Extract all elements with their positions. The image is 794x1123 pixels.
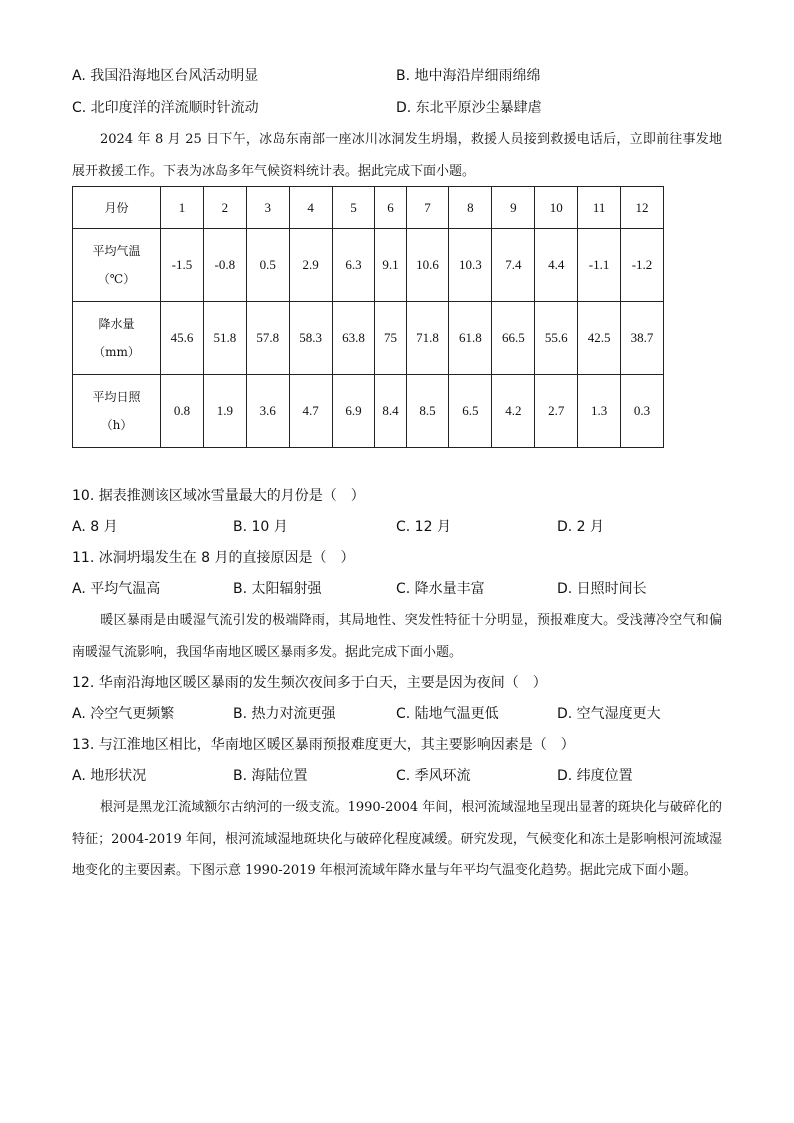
q12-option-c: C. 陆地气温更低 [396,706,499,722]
value-cell: 61.8 [449,302,492,375]
intro-text: 暖区暴雨是由暖湿气流引发的极端降雨，其局地性、突发性特征十分明显，预报难度大。受浅薄冷空气和偏南暖湿气流影响，我国华南地区暖区暴雨多发。据此完成下面小题。 [72,613,722,660]
intro-text: 根河是黑龙江流域额尔古纳河的一级支流。1990-2004 年间，根河流域湿地呈现出显著的斑块化与破碎化的特征；2004-2019 年间，根河流域湿地斑块化与破碎化程度减缓。研究发现，气候变化和冻土是影响根河流域湿地变化的主要因素。下图示意 1990-2019 年根河流域年降水量与年平均气温变化趋势。据此完成下面小题。 [72,800,722,878]
row-label-line2: （h） [100,418,133,432]
q12-option-d: D. 空气湿度更大 [557,706,661,722]
q11-option-c: C. 降水量丰富 [396,581,485,597]
value-cell: 42.5 [578,302,621,375]
q11-stem: 11. 冰洞坍塌发生在 8 月的直接原因是（ ） [72,550,355,566]
q10-option-a: A. 8 月 [72,519,118,535]
q13-stem: 13. 与江淮地区相比，华南地区暖区暴雨预报难度更大，其主要影响因素是（ ） [72,737,575,753]
row-label-temperature [73,229,161,302]
month-cell: 5 [332,187,375,229]
intro-text: 2024 年 8 月 25 日下午，冰岛东南部一座冰川冰洞发生坍塌，救援人员接到救援电话后，立即前往事发地展开救援工作。下表为冰岛多年气候资料统计表。据此完成下面小题。 [72,132,722,179]
value-cell: 3.6 [246,375,289,448]
q11-option-b: B. 太阳辐射强 [233,581,322,597]
q11-option-a: A. 平均气温高 [72,581,161,597]
prev-option-a: A. 我国沿海地区台风活动明显 [72,68,259,84]
value-cell: 1.3 [578,375,621,448]
value-cell: 10.3 [449,229,492,302]
row-label-line1: 降水量 [98,317,135,331]
table-row-sunshine [73,375,664,448]
q10-stem: 10. 据表推测该区域冰雪量最大的月份是（ ） [72,488,365,504]
value-cell: 0.5 [246,229,289,302]
value-cell: 4.4 [535,229,578,302]
value-cell: -0.8 [203,229,246,302]
q12-option-a: A. 冷空气更频繁 [72,706,175,722]
value-cell: -1.1 [578,229,621,302]
value-cell: 66.5 [492,302,535,375]
table-row-temperature [73,229,664,302]
value-cell: 0.3 [621,375,664,448]
month-cell: 10 [535,187,578,229]
value-cell: -1.2 [621,229,664,302]
row-label-precipitation [73,302,161,375]
value-cell: 8.5 [406,375,449,448]
value-cell: 6.9 [332,375,375,448]
value-cell: 6.5 [449,375,492,448]
value-cell: 8.4 [375,375,406,448]
value-cell: 10.6 [406,229,449,302]
q13-option-c: C. 季风环流 [396,768,471,784]
value-cell: 51.8 [203,302,246,375]
row-label-sunshine [73,375,161,448]
month-cell: 12 [621,187,664,229]
value-cell: 75 [375,302,406,375]
month-cell: 8 [449,187,492,229]
q12-stem: 12. 华南沿海地区暖区暴雨的发生频次夜间多于白天，主要是因为夜间（ ） [72,675,547,691]
month-cell: 7 [406,187,449,229]
value-cell: 4.2 [492,375,535,448]
row-label-line1: 平均气温 [92,244,141,258]
value-cell: 45.6 [161,302,204,375]
prev-option-d: D. 东北平原沙尘暴肆虐 [396,100,542,116]
prev-option-c: C. 北印度洋的洋流顺时针流动 [72,100,259,116]
row-label-line1: 平均日照 [92,390,141,404]
value-cell: 6.3 [332,229,375,302]
q10-option-c: C. 12 月 [396,519,451,535]
value-cell: -1.5 [161,229,204,302]
q13-option-d: D. 纬度位置 [557,768,633,784]
q10-option-d: D. 2 月 [557,519,605,535]
value-cell: 7.4 [492,229,535,302]
q12-option-b: B. 热力对流更强 [233,706,336,722]
table-row-precipitation [73,302,664,375]
row-label-line2: （mm） [93,345,140,359]
table-header-row [73,187,664,229]
value-cell: 55.6 [535,302,578,375]
value-cell: 38.7 [621,302,664,375]
month-cell: 9 [492,187,535,229]
value-cell: 9.1 [375,229,406,302]
month-cell: 6 [375,187,406,229]
value-cell: 0.8 [161,375,204,448]
value-cell: 2.9 [289,229,332,302]
table-header-label: 月份 [73,187,161,229]
value-cell: 57.8 [246,302,289,375]
month-cell: 2 [203,187,246,229]
q13-option-a: A. 地形状况 [72,768,147,784]
value-cell: 63.8 [332,302,375,375]
q11-option-d: D. 日照时间长 [557,581,647,597]
q10-option-b: B. 10 月 [233,519,288,535]
value-cell: 2.7 [535,375,578,448]
value-cell: 71.8 [406,302,449,375]
intro-paragraph-iceland [72,124,722,187]
prev-option-b: B. 地中海沿岸细雨绵绵 [396,68,541,84]
intro-paragraph-rainstorm [72,605,722,668]
intro-paragraph-gen-river [72,792,722,887]
value-cell: 58.3 [289,302,332,375]
month-cell: 11 [578,187,621,229]
q13-option-b: B. 海陆位置 [233,768,308,784]
value-cell: 1.9 [203,375,246,448]
month-cell: 4 [289,187,332,229]
climate-table [72,186,664,448]
month-cell: 3 [246,187,289,229]
row-label-line2: （℃） [97,272,136,286]
value-cell: 4.7 [289,375,332,448]
month-cell: 1 [161,187,204,229]
